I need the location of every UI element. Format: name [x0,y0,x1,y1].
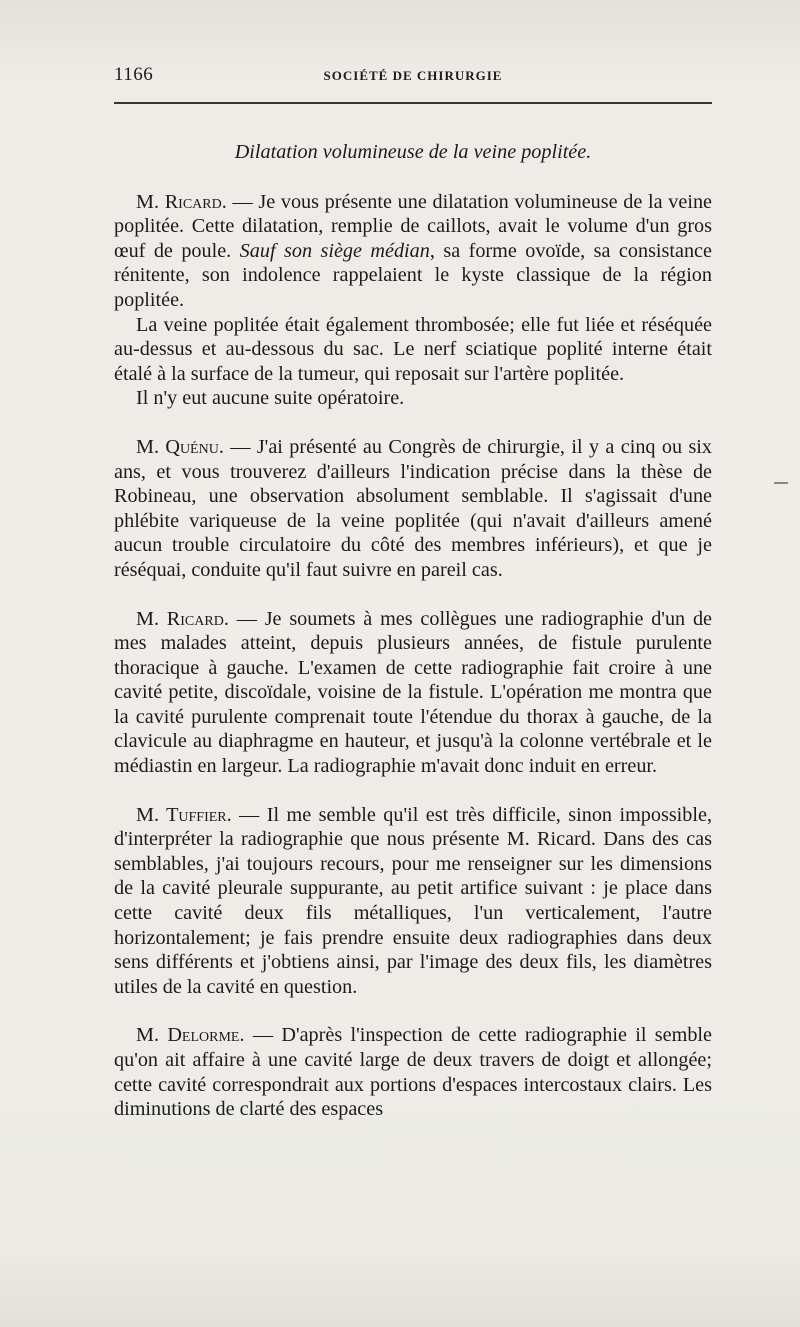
speaker-name: M. Ricard. [136,607,229,630]
speaker-name: M. Quénu. [136,435,224,458]
speaker-name: M. Tuffier. [136,803,232,826]
paragraph-veine-thrombosee: La veine poplitée était également thrombosée; elle fut liée et réséquée au-dessus et au-dessous du sac. Le nerf sciatique poplité interne était étalé à la surface de la tumeur, qui reposait sur l'artère poplitée. [114,313,712,385]
paragraph-tuffier [114,803,712,1000]
page-number: 1166 [114,64,154,85]
paragraph-ricard-radiographie [114,607,712,779]
running-head [114,64,712,90]
paragraph-text: — Il me semble qu'il est très difficile, sinon impossible, d'interpréter la radiographie que nous présente M. Ricard. Dans des cas semblables, j'ai toujours recours, pour me renseigner sur les dimensions de la cavité pleurale suppurante, au petit artifice suivant : je place dans cette cavité deux fils métalliques, l'un verticalement, l'autre horizontalement; je fais prendre ensuite deux radiographies dans deux sens différents et j'obtiens ainsi, par l'image des deux fils, les diamètres utiles de la cavité en question. [114,803,712,998]
speaker-name: M. Delorme. [136,1024,245,1047]
page-body [114,132,712,1122]
paragraph-quenu [114,435,712,583]
journal-title: SOCIÉTÉ DE CHIRURGIE [323,68,503,83]
header-rule [114,102,712,104]
section-title: Dilatation volumineuse de la veine poplitée. [234,141,592,163]
emphasis-text: Sauf son siège médian [239,239,430,262]
paragraph-text: — J'ai présenté au Congrès de chirurgie, il y a cinq ou six ans, et vous trouverez d'ailleurs l'indication précise dans la thèse de Robineau, une observation absolument semblable. Il s'agissait d'une phlébite variqueuse de la veine poplitée (qui n'avait d'ailleurs amené aucun trouble circulatoire du côté des membres inférieurs), et que je réséquai, conduite qu'il faut suivre en pareil cas. [114,435,712,581]
margin-mark [774,482,788,484]
paragraph-text: — D'après l'inspection de cette radiographie il semble qu'on ait affaire à une cavité large de deux travers de doigt et allongée; cette cavité correspondrait aux portions d'espaces intercostaux clairs. Les diminutions de clarté des espaces [114,1024,712,1121]
paragraph-text: , sa forme ovoïde, sa consistance rénitente, son indolence rappelaient le kyste classique de la région poplitée. [114,239,712,311]
paragraph-delorme [114,1023,712,1121]
paragraph-text: — Je vous présente une dilatation volumineuse de la veine poplitée. Cette dilatation, remplie de caillots, avait le volume d'un gros œuf de poule. [114,190,712,262]
paragraph-text: — Je soumets à mes collègues une radiographie d'un de mes malades atteint, depuis plusieurs années, de fistule purulente thoracique à gauche. L'examen de cette radiographie fait croire à une cavité petite, discoïdale, voisine de la fistule. L'opération me montra que la cavité purulente comprenait toute l'étendue du thorax à gauche, de la clavicule au diaphragme en hauteur, et jusqu'à la colonne vertébrale et le médiastin en largeur. La radiographie m'avait donc induit en erreur. [114,607,712,778]
paragraph-ricard-dilatation [114,190,712,313]
speaker-name: M. Ricard. [136,190,227,213]
paragraph-suite-operatoire: Il n'y eut aucune suite opératoire. [136,387,405,410]
